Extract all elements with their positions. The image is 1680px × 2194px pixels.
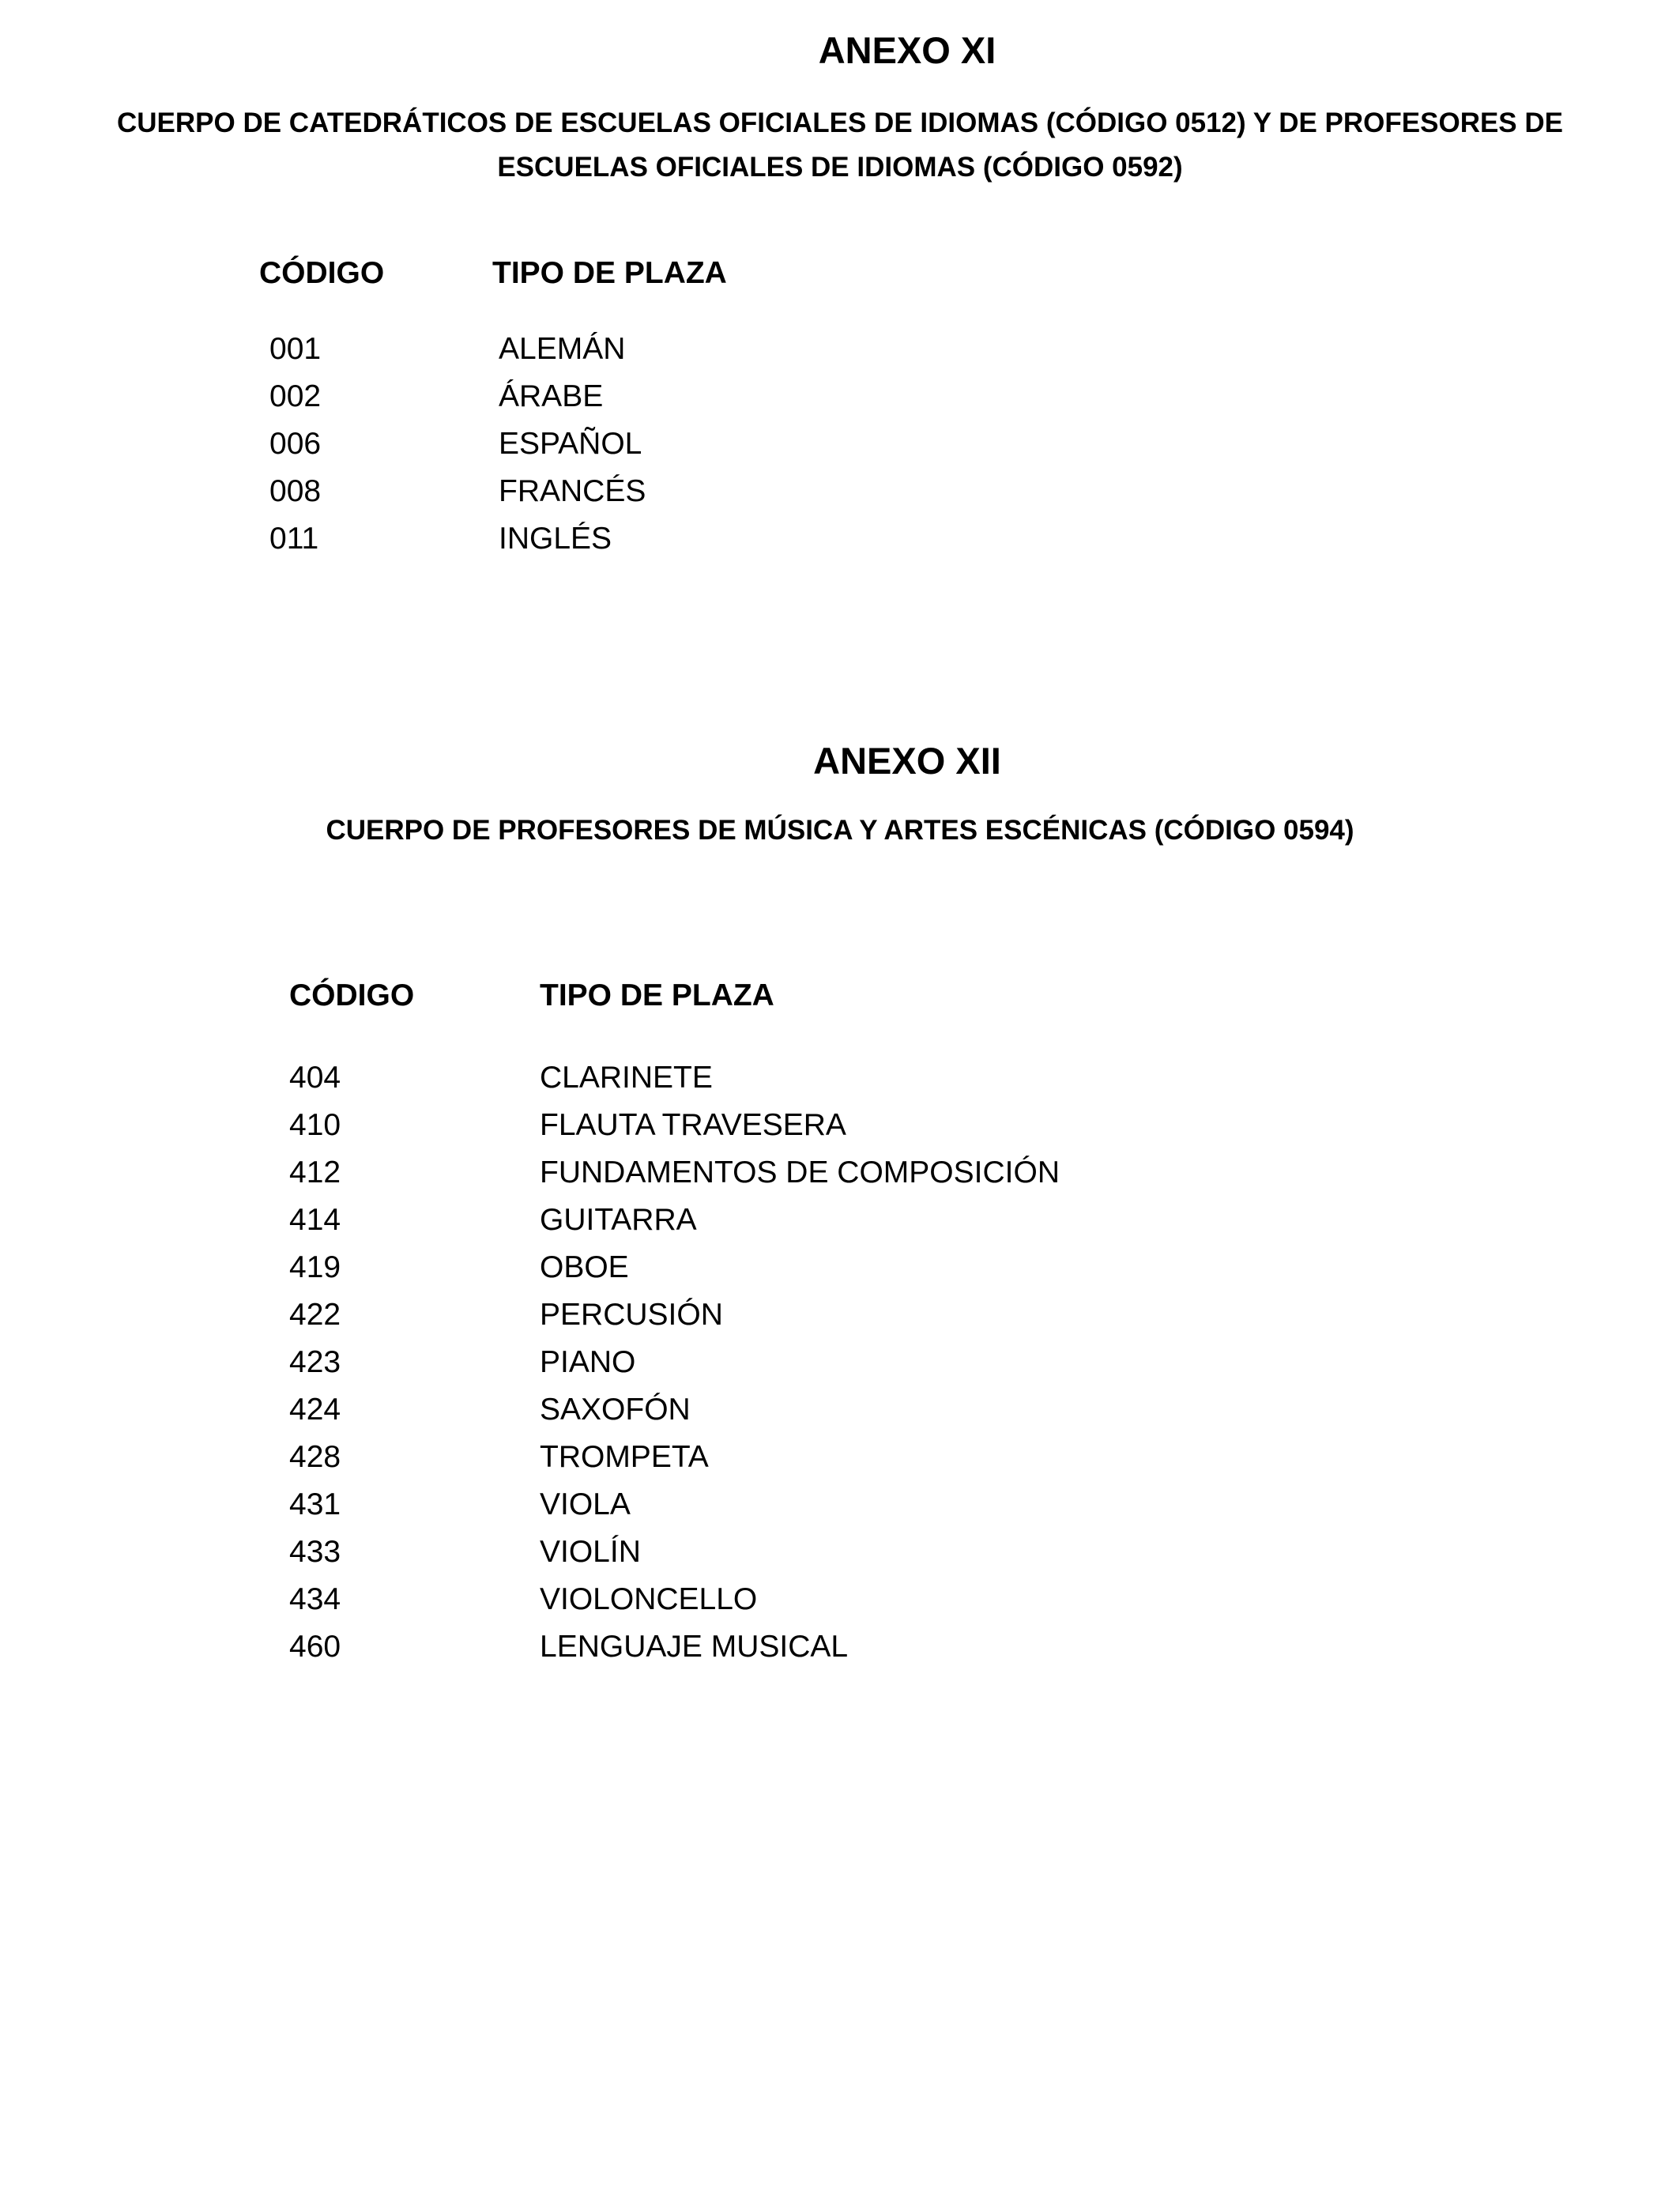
row-type: ESPAÑOL bbox=[499, 427, 642, 461]
annex-xi-table-header bbox=[259, 254, 727, 292]
table-row bbox=[289, 1434, 1060, 1481]
row-type: OBOE bbox=[540, 1250, 629, 1284]
table-row bbox=[259, 373, 727, 420]
row-type: SAXOFÓN bbox=[540, 1393, 691, 1427]
table-row bbox=[289, 1576, 1060, 1623]
row-code: 006 bbox=[269, 427, 322, 461]
table-row bbox=[289, 1623, 1060, 1671]
row-type: FLAUTA TRAVESERA bbox=[540, 1108, 846, 1142]
row-code: 422 bbox=[289, 1298, 341, 1332]
row-code: 412 bbox=[289, 1155, 341, 1189]
annex-xi-title: ANEXO XI bbox=[818, 29, 996, 71]
row-type: ALEMÁN bbox=[499, 332, 626, 366]
row-code: 008 bbox=[269, 474, 322, 508]
row-type: LENGUAJE MUSICAL bbox=[540, 1630, 849, 1664]
annex-xii-header-code: CÓDIGO bbox=[289, 978, 415, 1012]
annex-xi-table bbox=[259, 254, 727, 563]
row-code: 460 bbox=[289, 1630, 341, 1664]
table-row bbox=[259, 468, 727, 515]
row-code: 410 bbox=[289, 1108, 341, 1142]
table-row bbox=[289, 1291, 1060, 1339]
row-code: 434 bbox=[289, 1582, 341, 1616]
row-type: VIOLA bbox=[540, 1487, 631, 1521]
row-type: FRANCÉS bbox=[499, 474, 646, 508]
annex-xii-subtitle: CUERPO DE PROFESORES DE MÚSICA Y ARTES ESCÉNICAS (CÓDIGO 0594) bbox=[326, 815, 1354, 846]
table-row bbox=[289, 1102, 1060, 1149]
annex-xii-table bbox=[289, 977, 1060, 1671]
table-row bbox=[259, 326, 727, 373]
annex-xi-header-code: CÓDIGO bbox=[259, 256, 385, 290]
annex-xi-header-type: TIPO DE PLAZA bbox=[492, 256, 727, 290]
row-type: GUITARRA bbox=[540, 1203, 697, 1237]
table-row bbox=[289, 1339, 1060, 1386]
row-type: FUNDAMENTOS DE COMPOSICIÓN bbox=[540, 1155, 1060, 1189]
row-type: PERCUSIÓN bbox=[540, 1298, 723, 1332]
row-type: ÁRABE bbox=[499, 379, 604, 413]
row-code: 011 bbox=[269, 522, 319, 556]
table-row bbox=[259, 515, 727, 563]
row-code: 001 bbox=[269, 332, 322, 366]
table-row bbox=[289, 1481, 1060, 1529]
row-code: 404 bbox=[289, 1061, 341, 1095]
table-row bbox=[289, 1244, 1060, 1291]
row-type: VIOLÍN bbox=[540, 1535, 641, 1569]
table-row bbox=[289, 1149, 1060, 1197]
row-code: 002 bbox=[269, 379, 322, 413]
table-row bbox=[259, 420, 727, 468]
row-code: 431 bbox=[289, 1487, 341, 1521]
table-row bbox=[289, 1197, 1060, 1244]
table-row bbox=[289, 1386, 1060, 1434]
annex-xii-title: ANEXO XII bbox=[813, 740, 1001, 782]
row-code: 419 bbox=[289, 1250, 341, 1284]
row-type: TROMPETA bbox=[540, 1440, 709, 1474]
table-row bbox=[289, 1529, 1060, 1576]
annex-xii-table-rows bbox=[289, 1054, 1060, 1671]
row-type: CLARINETE bbox=[540, 1061, 713, 1095]
row-type: PIANO bbox=[540, 1345, 636, 1379]
row-type: INGLÉS bbox=[499, 522, 612, 556]
row-code: 414 bbox=[289, 1203, 341, 1237]
annex-xi-subtitle-line2: ESCUELAS OFICIALES DE IDIOMAS (CÓDIGO 0592) bbox=[497, 152, 1183, 183]
row-code: 428 bbox=[289, 1440, 341, 1474]
row-code: 423 bbox=[289, 1345, 341, 1379]
row-code: 424 bbox=[289, 1393, 341, 1427]
annex-xi-table-rows bbox=[259, 326, 727, 563]
annex-xi-subtitle-line1: CUERPO DE CATEDRÁTICOS DE ESCUELAS OFICIALES DE IDIOMAS (CÓDIGO 0512) Y DE PROFESORES DE bbox=[117, 107, 1563, 138]
table-row bbox=[289, 1054, 1060, 1102]
annex-xii-header-type: TIPO DE PLAZA bbox=[540, 978, 774, 1012]
row-code: 433 bbox=[289, 1535, 341, 1569]
row-type: VIOLONCELLO bbox=[540, 1582, 758, 1616]
annex-xii-table-header bbox=[289, 977, 1060, 1015]
